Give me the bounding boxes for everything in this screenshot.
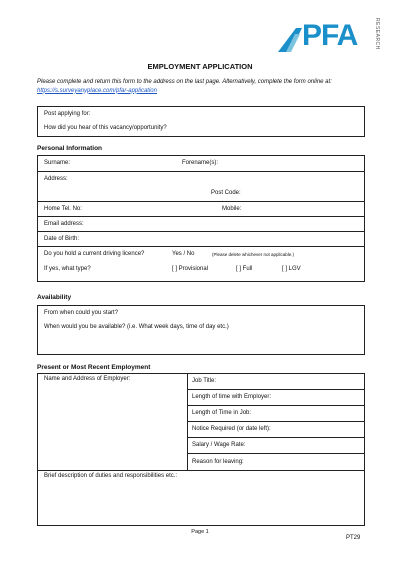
email-label: Email address: — [44, 221, 84, 227]
duties-label: Brief description of duties and responsibilities etc.: — [44, 473, 178, 479]
yes-no-option: Yes / No — [172, 251, 195, 257]
mobile-label: Mobile: — [222, 206, 242, 212]
dob-label: Date of Birth: — [44, 236, 80, 242]
row-divider — [187, 405, 365, 406]
logo-text: PFA — [302, 19, 358, 52]
personal-info-box — [37, 155, 365, 282]
salary-label: Salary / Wage Rate: — [192, 442, 246, 448]
row-divider — [187, 437, 365, 438]
notice-label: Notice Required (or date left): — [192, 426, 271, 432]
surname-label: Surname: — [44, 160, 71, 166]
home-tel-label: Home Tel. No: — [44, 206, 82, 212]
delete-note: (Please delete whichever not applicable.) — [212, 252, 295, 257]
vacancy-source-label: How did you hear of this vacancy/opportunity? — [44, 125, 167, 131]
employer-label: Name and Address of Employer: — [44, 376, 131, 382]
lgv-checkbox[interactable]: [ ] LGV — [282, 266, 301, 272]
start-date-label: From when could you start? — [44, 310, 119, 316]
licence-question: Do you hold a current driving licence? — [44, 251, 145, 257]
row-divider — [37, 201, 365, 202]
row-divider — [37, 231, 365, 232]
intro-instructions: Please complete and return this form to the address on the last page. Alternatively, complete the form online at: — [37, 79, 332, 85]
employment-heading: Present or Most Recent Employment — [37, 364, 151, 371]
provisional-checkbox[interactable]: [ ] Provisional — [172, 266, 209, 272]
post-code-label: Post Code: — [211, 190, 241, 196]
licence-type-question: If yes, what type? — [44, 266, 91, 272]
row-divider — [37, 171, 365, 172]
forenames-label: Forename(s): — [182, 160, 219, 166]
online-form-link[interactable]: https://s.surveyanyplace.com/pfar-application — [37, 87, 157, 94]
length-job-label: Length of Time in Job: — [192, 410, 252, 416]
page-title: EMPLOYMENT APPLICATION — [147, 62, 253, 71]
row-divider — [187, 389, 365, 390]
row-divider — [187, 421, 365, 422]
pfa-research-logo — [276, 16, 384, 58]
full-checkbox[interactable]: [ ] Full — [236, 266, 253, 272]
logo-subtext: RESEARCH — [374, 18, 380, 50]
reason-label: Reason for leaving: — [192, 459, 244, 465]
row-divider — [37, 246, 365, 247]
row-divider — [37, 216, 365, 217]
row-divider — [187, 453, 365, 454]
row-divider — [37, 470, 365, 471]
address-label: Address: — [44, 176, 68, 182]
page-number: Page 1 — [191, 529, 209, 535]
form-code: PT29 — [346, 535, 361, 541]
length-employer-label: Length of time with Employer: — [192, 394, 272, 400]
personal-info-heading: Personal Information — [37, 145, 103, 152]
post-applying-label: Post applying for: — [44, 111, 91, 117]
availability-label: When would you be available? (i.e. What week days, time of day etc.) — [44, 324, 229, 330]
job-title-label: Job Title: — [192, 378, 217, 384]
availability-heading: Availability — [37, 294, 72, 301]
intro-text — [37, 78, 367, 95]
